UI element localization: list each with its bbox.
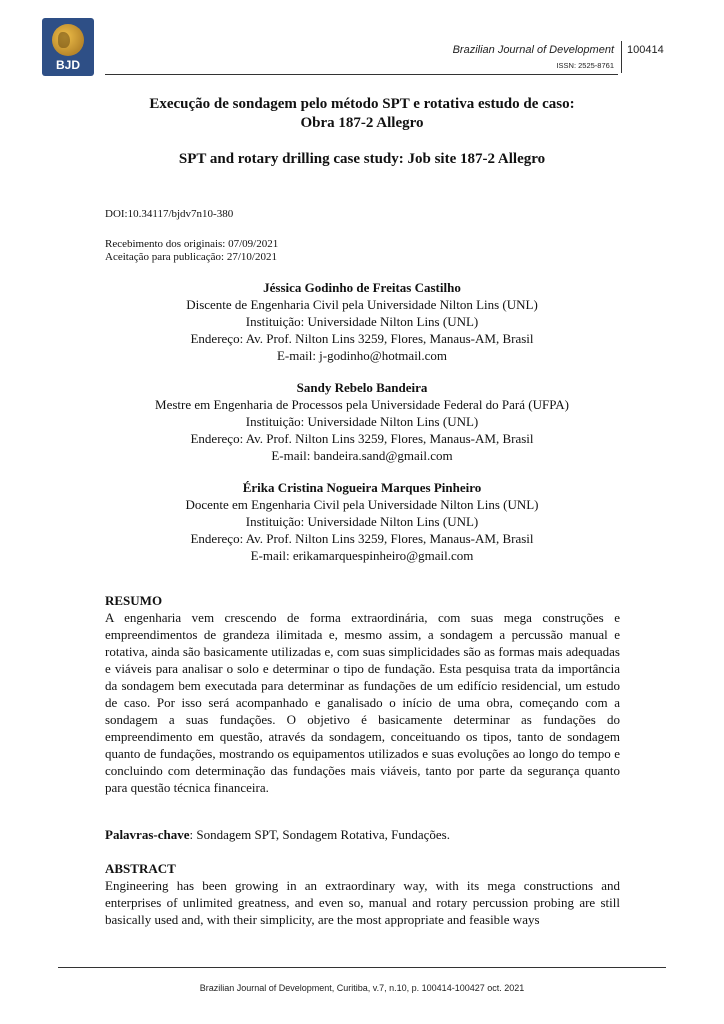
author-email: E-mail: erikamarquespinheiro@gmail.com	[250, 548, 474, 563]
header-divider	[621, 41, 622, 73]
author-block	[40, 479, 684, 564]
abstract-text: Engineering has been growing in an extraordinary way, with its mega constructions and enterprises of unlimited greatness, and even so, manual and rotary percussion probing are still basically used and, with their simplicity, are the most appropriate and feasible ways	[105, 878, 620, 927]
author-address: Endereço: Av. Prof. Nilton Lins 3259, Flores, Manaus-AM, Brasil	[190, 431, 534, 446]
author-institution: Instituição: Universidade Nilton Lins (UNL)	[245, 414, 479, 429]
header-rule	[105, 74, 618, 75]
author-block	[40, 379, 684, 464]
author-address: Endereço: Av. Prof. Nilton Lins 3259, Flores, Manaus-AM, Brasil	[190, 331, 534, 346]
header-page-number: 100414	[627, 44, 664, 56]
author-email: E-mail: j-godinho@hotmail.com	[276, 348, 448, 363]
keywords-text: : Sondagem SPT, Sondagem Rotativa, Fundações.	[189, 827, 450, 842]
accepted-date: Aceitação para publicação: 27/10/2021	[105, 251, 277, 263]
author-block	[40, 279, 684, 364]
author-role: Mestre em Engenharia de Processos pela Universidade Federal do Pará (UFPA)	[155, 397, 569, 412]
author-address: Endereço: Av. Prof. Nilton Lins 3259, Flores, Manaus-AM, Brasil	[190, 531, 534, 546]
doi: DOI:10.34117/bjdv7n10-380	[105, 208, 234, 220]
logo-text: BJD	[55, 58, 80, 72]
title-portuguese	[60, 95, 664, 133]
header-issn: ISSN: 2525-8761	[556, 61, 614, 70]
abstract-heading: ABSTRACT	[105, 861, 176, 876]
keywords	[105, 826, 620, 843]
resumo-section	[105, 592, 620, 796]
title-line-1: Execução de sondagem pelo método SPT e rotativa estudo de caso:	[149, 96, 575, 112]
author-email: E-mail: bandeira.sand@gmail.com	[271, 448, 453, 463]
author-institution: Instituição: Universidade Nilton Lins (UNL)	[245, 314, 479, 329]
footer-citation: Brazilian Journal of Development, Curitiba, v.7, n.10, p. 100414-100427 oct. 2021	[199, 983, 525, 993]
title-english: SPT and rotary drilling case study: Job site 187-2 Allegro	[178, 151, 546, 167]
abstract-section	[105, 860, 620, 928]
author-role: Discente de Engenharia Civil pela Universidade Nilton Lins (UNL)	[186, 297, 538, 312]
globe-icon	[52, 24, 84, 56]
journal-logo	[42, 18, 94, 76]
footer-rule	[58, 967, 666, 968]
header-journal-name: Brazilian Journal of Development	[452, 44, 614, 56]
resumo-text: A engenharia vem crescendo de forma extraordinária, com suas mega construções e empreendimentos de grandeza ilimitada e, mesmo assim, a sondagem a percussão manual e rotativa, ainda são basicamente utilizadas e, com suas simplicidades são as formas mais adequadas e viáveis para analisar o solo e determinar o tipo de fundação. Esta pesquisa trata da importância da sondagem bem executada para determinar as fundações de um edifício residencial, um estudo de caso. Por isso será acompanhado e ganalisado o início de uma obra, começando com a sondagem a suas fundações. O objetivo é basicamente determinar as fundações do empreendimento em questão, através da sondagem, conceituando os tipos, tanto de sondagem quanto de fundações, mostrando os equipamentos utilizados e suas evoluções ao longo do tempo e concluindo com determinação das fundações mais viáveis, tanto por parte da segurança quanto para questão técnica financeira.	[105, 610, 620, 795]
author-institution: Instituição: Universidade Nilton Lins (UNL)	[245, 514, 479, 529]
keywords-label: Palavras-chave	[105, 827, 190, 842]
resumo-heading: RESUMO	[105, 593, 163, 608]
author-name: Érika Cristina Nogueira Marques Pinheiro	[242, 480, 482, 495]
title-line-2: Obra 187-2 Allegro	[300, 115, 424, 131]
author-list	[40, 279, 684, 579]
received-date: Recebimento dos originais: 07/09/2021	[105, 238, 279, 250]
author-name: Sandy Rebelo Bandeira	[296, 380, 428, 395]
author-role: Docente em Engenharia Civil pela Universidade Nilton Lins (UNL)	[185, 497, 539, 512]
author-name: Jéssica Godinho de Freitas Castilho	[263, 280, 461, 295]
